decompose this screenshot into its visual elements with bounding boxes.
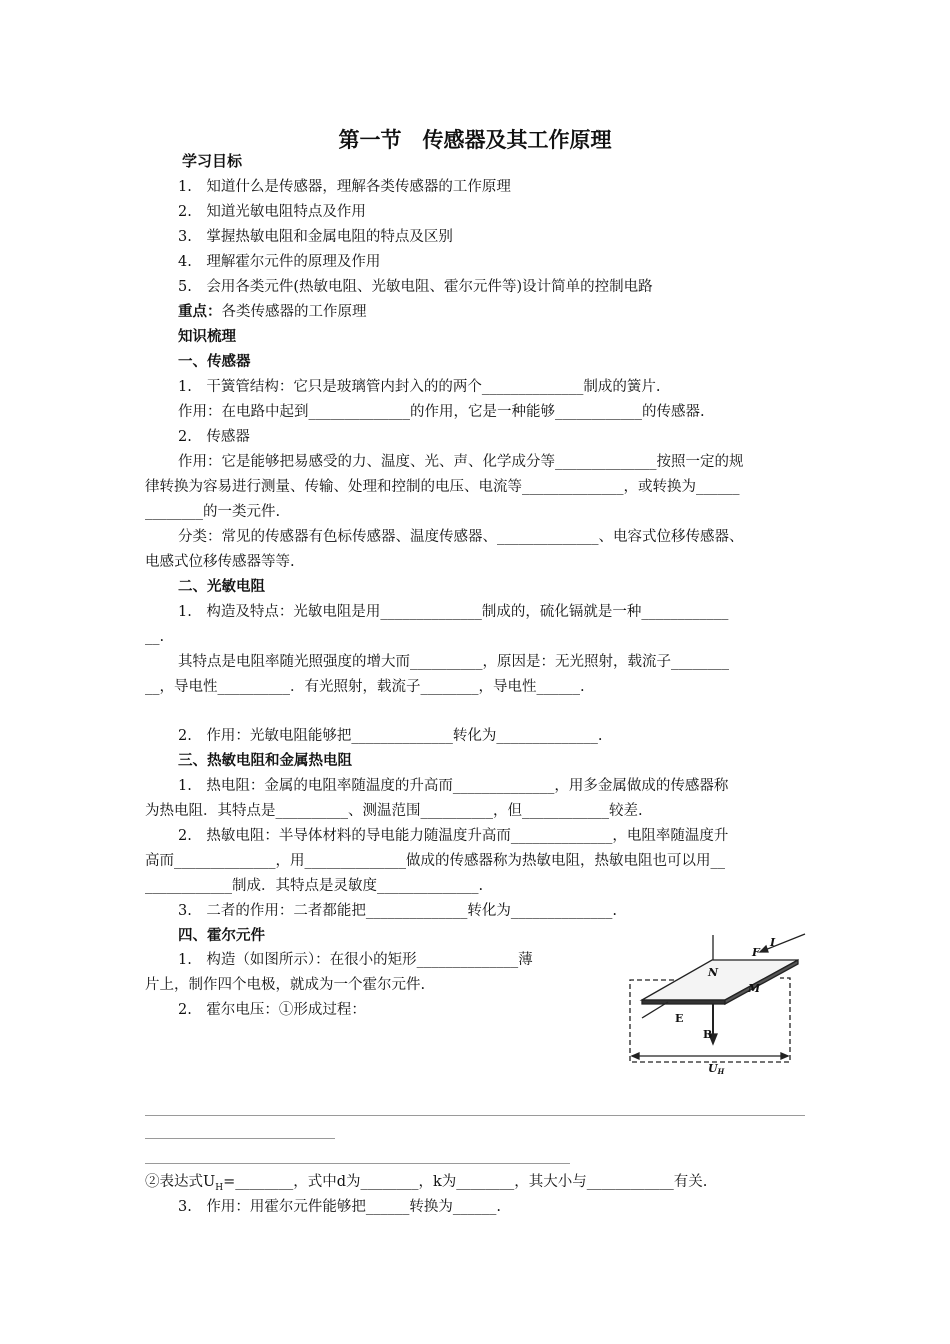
section3-line: 3. 二者的作用：二者都能把______________转化为______________. <box>178 903 617 919</box>
hall-element-figure <box>620 930 820 1078</box>
label-m: M <box>748 982 761 995</box>
goal-item: 4. 理解霍尔元件的原理及作用 <box>178 254 381 270</box>
section4-expression <box>145 1172 707 1198</box>
answer-rule <box>145 1138 335 1139</box>
section4-line: 片上，制作四个电极，就成为一个霍尔元件. <box>145 977 426 993</box>
section2-line: 1. 构造及特点：光敏电阻是用______________制成的，硫化镉就是一种____________ <box>178 604 729 620</box>
label-f: F <box>752 946 760 959</box>
section4-line: 2. 霍尔电压：①形成过程： <box>178 1002 366 1018</box>
section1-line: 分类：常见的传感器有色标传感器、温度传感器、______________、电容式位移传感器、 <box>178 529 744 545</box>
section1-line: 电感式位移传感器等等. <box>145 554 295 570</box>
section3-line: 1. 热电阻：金属的电阻率随温度的升高而______________，用多金属做成的传感器称 <box>178 778 729 794</box>
section2-heading: 二、光敏电阻 <box>178 579 265 595</box>
section3-line: 高而______________，用______________做成的传感器称为热敏电阻，热敏电阻也可以用__ <box>145 853 725 869</box>
uh-arrow-left <box>632 1053 639 1059</box>
section4-heading: 四、霍尔元件 <box>178 928 265 944</box>
review-heading: 知识梳理 <box>178 329 236 345</box>
label-u-sub: H <box>717 1067 725 1076</box>
section3-line: 2. 热敏电阻：半导体材料的导电能力随温度升高而______________，电阻率随温度升 <box>178 828 729 844</box>
section2-line: __. <box>145 629 165 645</box>
page-title: 第一节 传感器及其工作原理 <box>338 128 612 152</box>
section1-line: 作用：它是能够把易感受的力、温度、光、声、化学成分等______________按照一定的规 <box>178 454 744 470</box>
section3-line: 为热电阻．其特点是__________、测温范围__________，但____________较差. <box>145 803 643 819</box>
section4-line: 1. 构造（如图所示）：在很小的矩形______________薄 <box>178 952 533 968</box>
section4-line: 3. 作用：用霍尔元件能够把______转换为______. <box>178 1199 501 1215</box>
section3-line: ____________制成．其特点是灵敏度______________. <box>145 878 484 894</box>
hall-plate-edge <box>642 1000 725 1004</box>
section1-heading: 一、传感器 <box>178 354 251 370</box>
section2-line: 其特点是电阻率随光照强度的增大而__________，原因是：无光照射，载流子________ <box>178 654 729 670</box>
key-point-label: 重点： <box>178 304 222 320</box>
label-i: I <box>770 936 776 949</box>
section1-line: ________的一类元件. <box>145 504 281 520</box>
section2-line: __，导电性__________．有光照射，载流子________，导电性______. <box>145 679 585 695</box>
goal-item: 1. 知道什么是传感器，理解各类传感器的工作原理 <box>178 179 511 195</box>
section3-heading: 三、热敏电阻和金属热电阻 <box>178 753 352 769</box>
label-b: B <box>703 1028 713 1041</box>
current-arrow <box>760 946 768 952</box>
expression-prefix: ②表达式U <box>145 1174 216 1190</box>
section1-line: 1. 干簧管结构：它只是玻璃管内封入的的两个______________制成的簧片. <box>178 379 661 395</box>
figure-drawing <box>630 934 805 1062</box>
label-e: E <box>675 1012 684 1025</box>
answer-rule <box>145 1163 570 1164</box>
label-u-main: U <box>708 1062 718 1075</box>
section1-line: 2. 传感器 <box>178 429 250 445</box>
goals-heading: 学习目标 <box>182 152 243 170</box>
goal-item: 2. 知道光敏电阻特点及作用 <box>178 204 366 220</box>
section2-line: 2. 作用：光敏电阻能够把______________转化为______________. <box>178 728 603 744</box>
expression-rest: =________，式中d为________，k为________，其大小与____________有关. <box>223 1174 708 1190</box>
key-point <box>178 302 367 322</box>
goal-item: 5. 会用各类元件(热敏电阻、光敏电阻、霍尔元件等)设计简单的控制电路 <box>178 279 653 295</box>
label-n: N <box>708 966 719 979</box>
label-u <box>708 1062 725 1076</box>
answer-rule <box>145 1115 805 1116</box>
expression-subscript: H <box>215 1182 224 1193</box>
goal-item: 3. 掌握热敏电阻和金属电阻的特点及区别 <box>178 229 453 245</box>
section1-line: 律转换为容易进行测量、传输、处理和控制的电压、电流等______________，或转换为______ <box>145 479 740 495</box>
key-point-text: 各类传感器的工作原理 <box>221 304 367 320</box>
section1-line: 作用：在电路中起到______________的作用，它是一种能够____________的传感器. <box>178 404 705 420</box>
uh-arrow-right <box>781 1053 788 1059</box>
